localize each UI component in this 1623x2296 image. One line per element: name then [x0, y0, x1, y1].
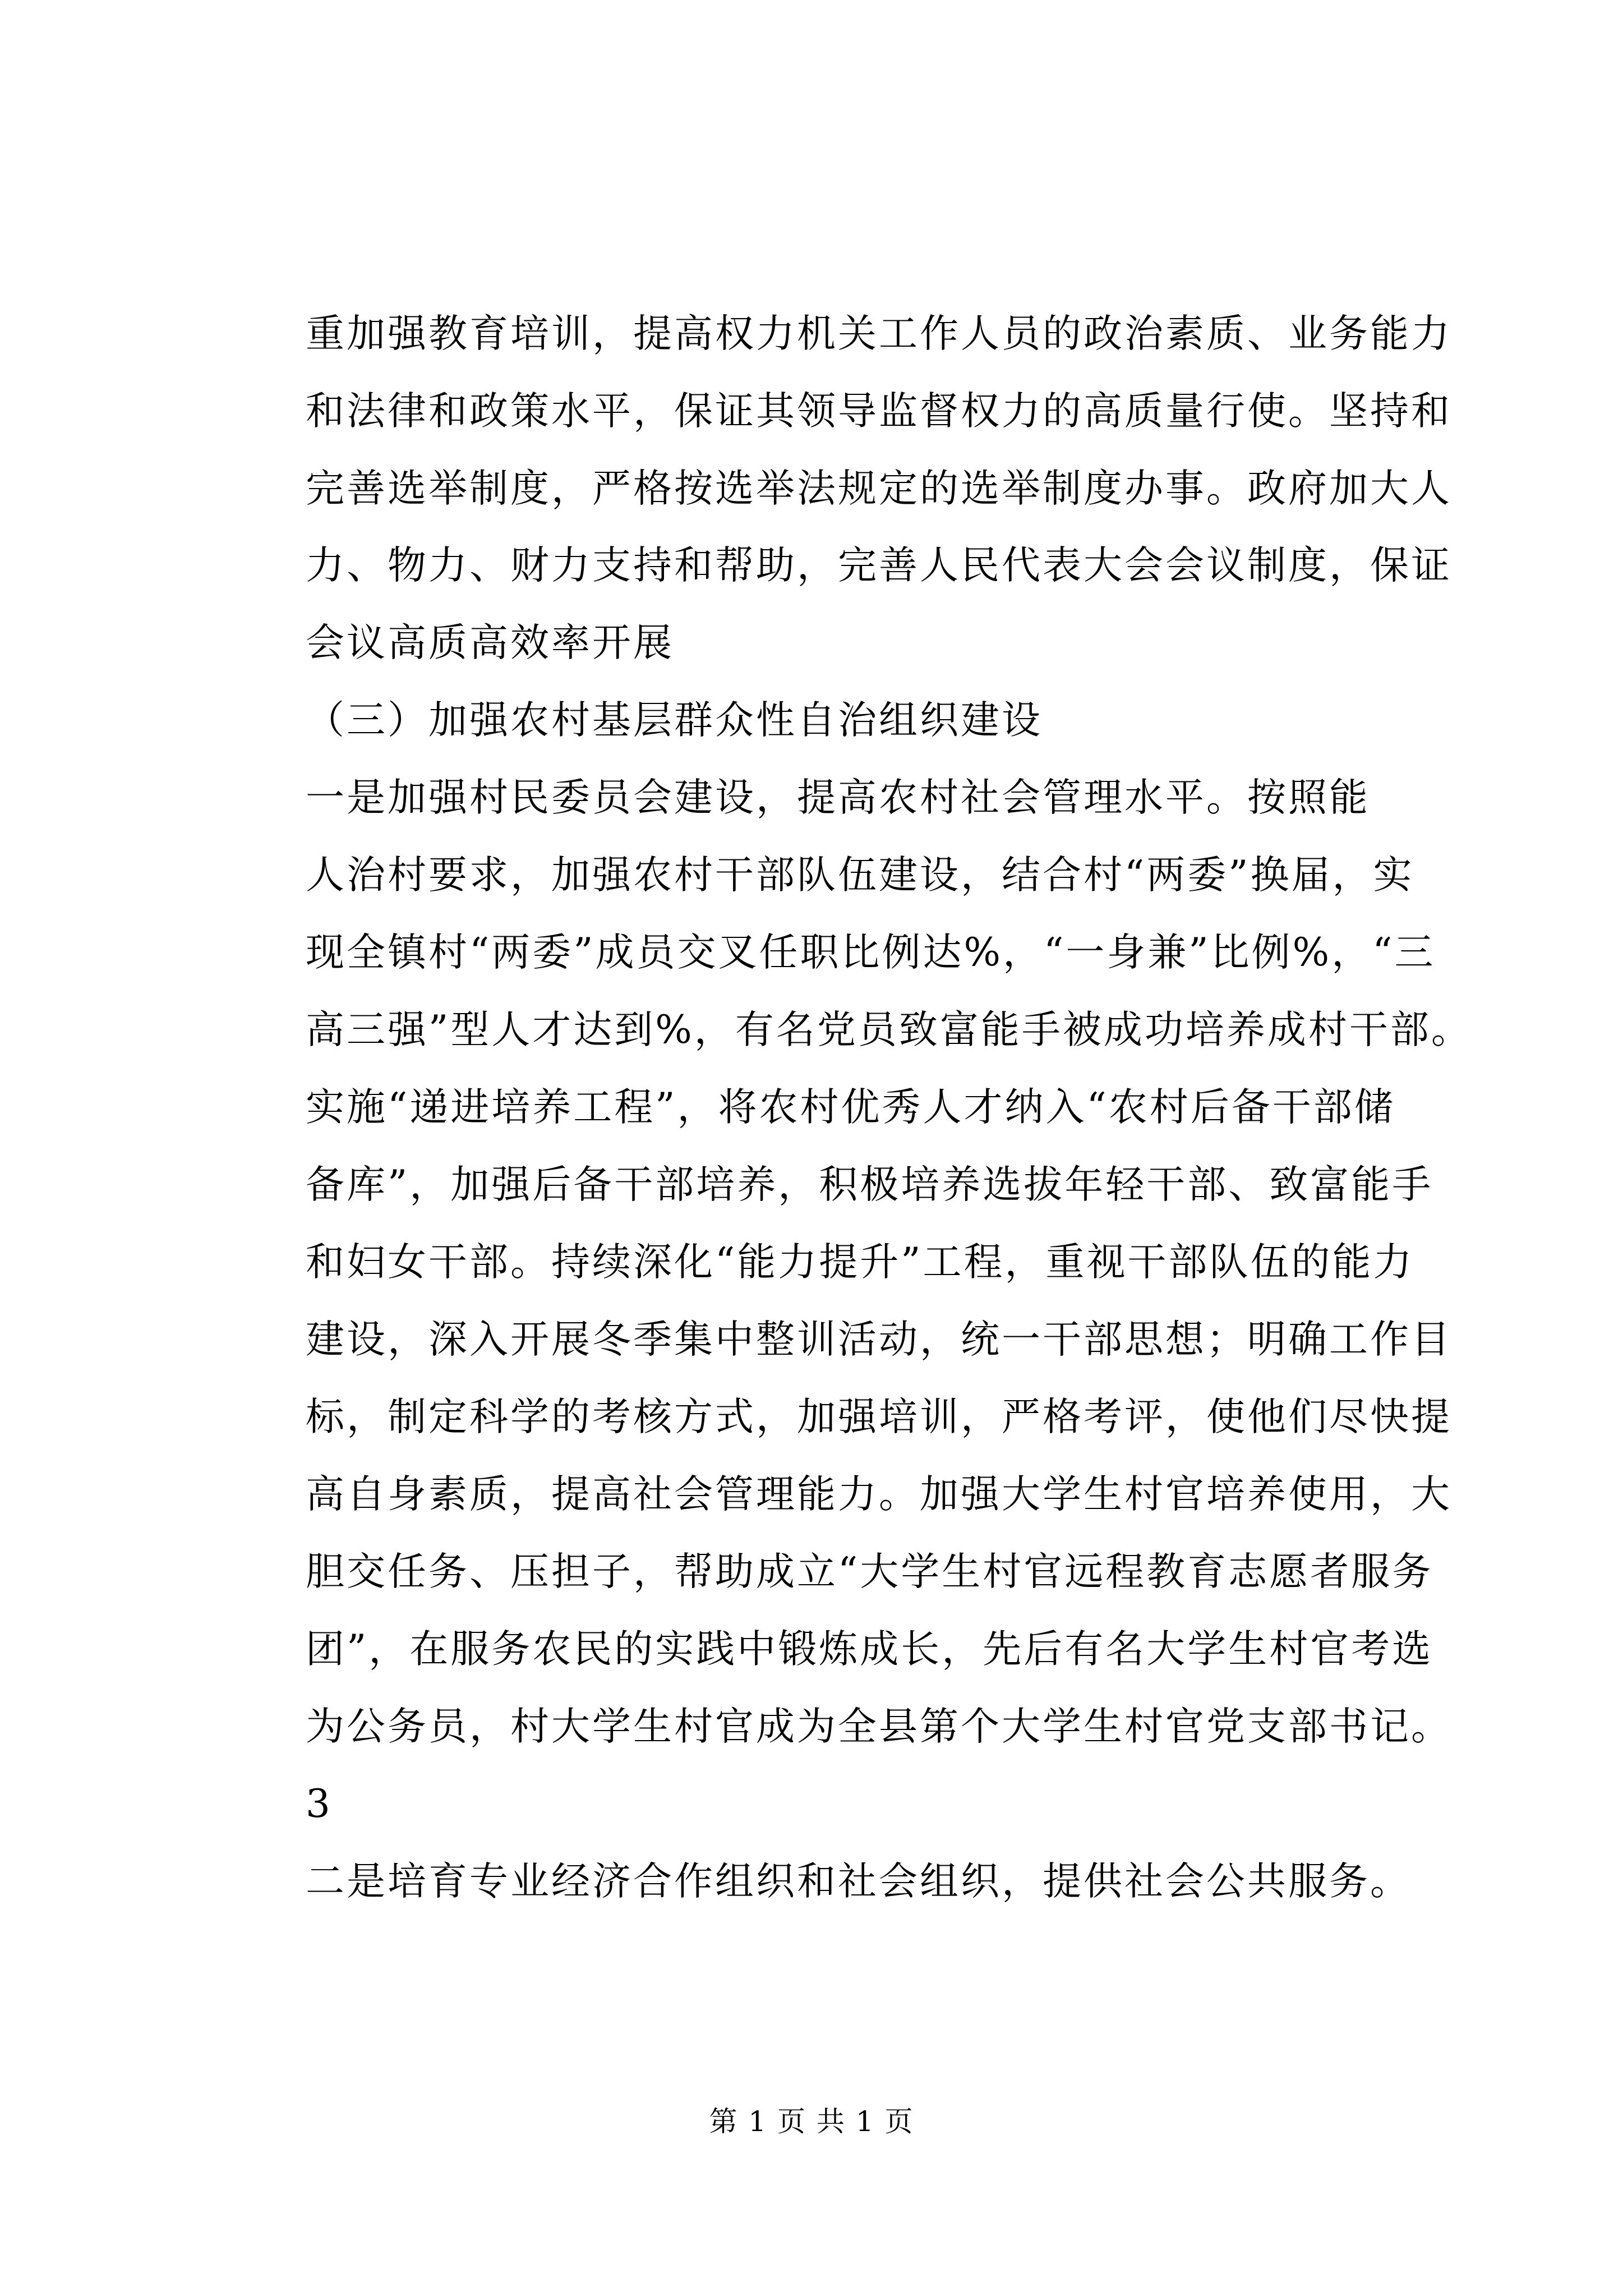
paragraph-line: 实施“递进培养工程”，将农村优秀人才纳入“农村后备干部储 — [306, 1085, 1395, 1130]
paragraph-line: 备库”，加强后备干部培养，积极培养选拔年轻干部、致富能手 — [306, 1162, 1433, 1207]
paragraph-line: 建设，深入开展冬季集中整训活动，统一干部思想；明确工作目 — [306, 1317, 1452, 1362]
paragraph-line: 完善选举制度，严格按选举法规定的选举制度办事。政府加大人 — [306, 466, 1452, 511]
paragraph-line: 高自身素质，提高社会管理能力。加强大学生村官培养使用，大 — [306, 1472, 1452, 1517]
inline-page-number: 3 — [306, 1782, 333, 1826]
paragraph-line: 高三强”型人才达到%，有名党员致富能手被成功培养成村干部。 — [306, 1007, 1472, 1052]
section-heading: （三）加强农村基层群众性自治组织建设 — [306, 698, 1043, 743]
paragraph-line: 一是加强村民委员会建设，提高农村社会管理水平。按照能 — [306, 775, 1370, 820]
paragraph-line: 为公务员，村大学生村官成为全县第个大学生村官党支部书记。 — [306, 1704, 1452, 1749]
paragraph-line: 标，制定科学的考核方式，加强培训，严格考评，使他们尽快提 — [306, 1395, 1452, 1439]
paragraph-line: 人治村要求，加强农村干部队伍建设，结合村“两委”换届，实 — [306, 853, 1414, 898]
paragraph-line: 和妇女干部。持续深化“能力提升”工程，重视干部队伍的能力 — [306, 1240, 1414, 1285]
paragraph-line: 现全镇村“两委”成员交叉任职比例达%，“一身兼”比例%，“三 — [306, 930, 1436, 975]
paragraph-line: 胆交任务、压担子，帮助成立“大学生村官远程教育志愿者服务 — [306, 1549, 1433, 1594]
paragraph-line: 团”，在服务农民的实践中锻炼成长，先后有名大学生村官考选 — [306, 1627, 1433, 1672]
page-footer: 第 1 页 共 1 页 — [709, 2105, 914, 2138]
paragraph-line: 和法律和政策水平，保证其领导监督权力的高质量行使。坚持和 — [306, 389, 1452, 434]
paragraph-line: 力、物力、财力支持和帮助，完善人民代表大会会议制度，保证 — [306, 543, 1452, 588]
paragraph-line: 重加强教育培训，提高权力机关工作人员的政治素质、业务能力 — [306, 311, 1452, 356]
paragraph-line: 二是培育专业经济合作组织和社会组织，提供社会公共服务。 — [306, 1859, 1411, 1904]
paragraph-line: 会议高质高效率开展 — [306, 620, 674, 665]
